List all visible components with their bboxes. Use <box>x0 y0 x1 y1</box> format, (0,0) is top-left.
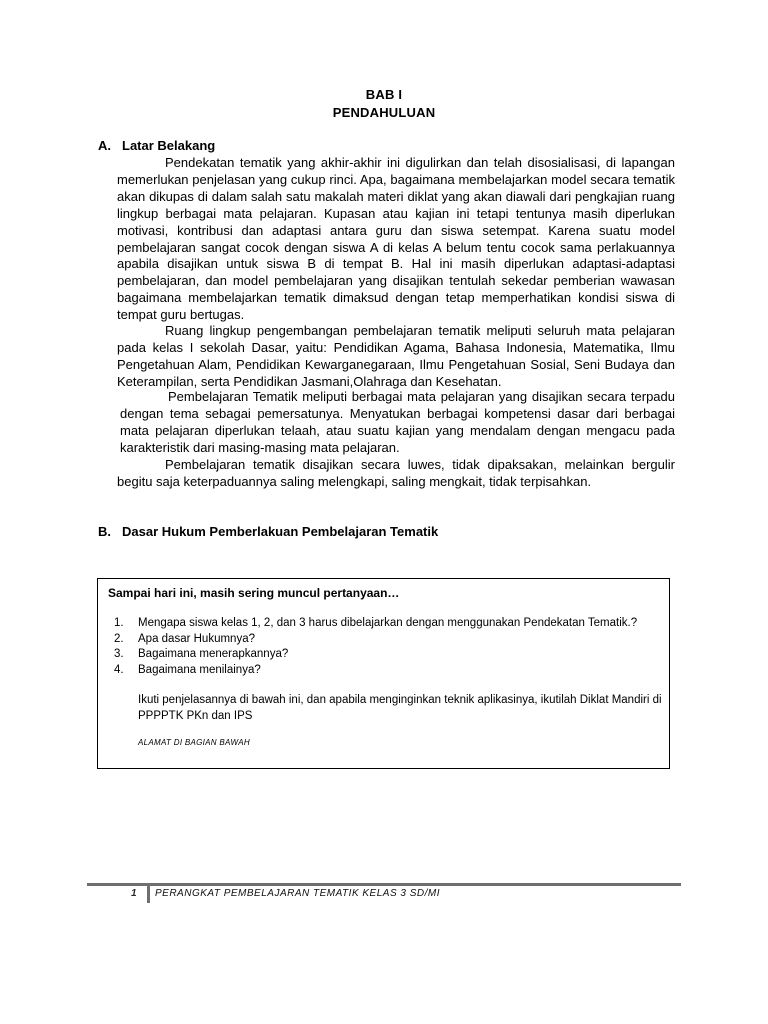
question-list <box>114 616 637 678</box>
footer-rule <box>87 883 681 886</box>
paragraph <box>117 457 675 491</box>
section-b-title: Dasar Hukum Pemberlakuan Pembelajaran Tematik <box>122 524 439 539</box>
info-box <box>97 578 670 769</box>
list-item-text: Bagaimana menerapkannya? <box>138 648 289 661</box>
info-box-title: Sampai hari ini, masih sering muncul pertanyaan… <box>108 586 400 600</box>
paragraph-text: Pembelajaran Tematik meliputi berbagai mata pelajaran yang disajikan secara terpadu dengan tema sebagai pemersatunya. Menyatukan berbagai kompetensi dasar dari berbagai mata pelajaran diperlukan telaah, atau suatu kajian yang mendalam dengan mengacu pada karakteristik dari masing-masing mata pelajaran. <box>120 389 675 455</box>
paragraph-text: Pembelajaran tematik disajikan secara luwes, tidak dipaksakan, melainkan bergulir begitu saja keterpaduannya saling melengkapi, saling mengkait, tidak terpisahkan. <box>117 457 675 489</box>
list-item <box>114 647 637 663</box>
footer-divider <box>147 885 150 903</box>
section-a-heading <box>98 138 215 153</box>
chapter-label: BAB I <box>365 87 403 102</box>
section-a-title: Latar Belakang <box>122 138 216 153</box>
info-box-address: ALAMAT DI BAGIAN BAWAH <box>138 738 250 747</box>
chapter-title: PENDAHULUAN <box>332 105 436 120</box>
info-box-note: Ikuti penjelasannya di bawah ini, dan apabila menginginkan teknik aplikasinya, ikutilah Diklat Mandiri di PPPPTK PKn dan IPS <box>138 694 662 722</box>
list-item-number: 2. <box>114 632 124 645</box>
list-item-text: Mengapa siswa kelas 1, 2, dan 3 harus dibelajarkan dengan menggunakan Pendekatan Tematik.? <box>138 617 638 629</box>
paragraph <box>120 389 675 457</box>
list-item-text: Apa dasar Hukumnya? <box>138 632 255 645</box>
list-item-number: 3. <box>114 648 124 661</box>
section-a-letter: A. <box>98 138 111 153</box>
section-b-letter: B. <box>98 524 111 539</box>
list-item <box>114 616 637 632</box>
footer-running-title: PERANGKAT PEMBELAJARAN TEMATIK KELAS 3 SD/MI <box>155 888 441 899</box>
paragraph-text: Pendekatan tematik yang akhir-akhir ini digulirkan dan telah disosialisasi, di lapangan memerlukan penjelasan yang cukup rinci. Apa, bagaimana membelajarkan model secara tematik akan dikupas di dalam salah satu makalah materi diklat yang akan diawali dari pengkajian ruang lingkup berbagai mata pelajaran. Kupasan atau kajian ini tetapi tentunya masih diperlukan motivasi, kontribusi dan adaptasi antara guru dan siswa setempat. Karena suatu model pembelajaran sangat cocok dengan siswa A di kelas A belum tentu cocok sama perlakuannya apabila disajikan untuk siswa B di tempat B. Hal ini masih diperlukan adaptasi-adaptasi pembelajaran, dan model pembelajaran yang disajikan tentulah sekedar pemberian wawasan bagaimana membelajarkan tematik dimaksud dengan tetap memperhatikan kondisi siswa di tempat guru bertugas. <box>117 155 675 323</box>
list-item-text: Bagaimana menilainya? <box>138 663 261 676</box>
paragraph <box>117 323 675 391</box>
list-item-number: 4. <box>114 663 124 676</box>
list-item <box>114 632 637 648</box>
list-item <box>114 663 637 679</box>
paragraph-text: Ruang lingkup pengembangan pembelajaran tematik meliputi seluruh mata pelajaran pada kelas I sekolah Dasar, yaitu: Pendidikan Agama, Bahasa Indonesia, Matematika, Ilmu Pengetahuan Alam, Pendidikan Kewarganegaraan, Ilmu Pengetahuan Sosial, Seni Budaya dan Keterampilan, serta Pendidikan Jasmani,Olahraga dan Kesehatan. <box>117 323 675 389</box>
footer-page-number: 1 <box>131 888 137 899</box>
paragraph <box>117 155 675 324</box>
list-item-number: 1. <box>114 617 124 629</box>
section-b-heading <box>98 524 438 539</box>
